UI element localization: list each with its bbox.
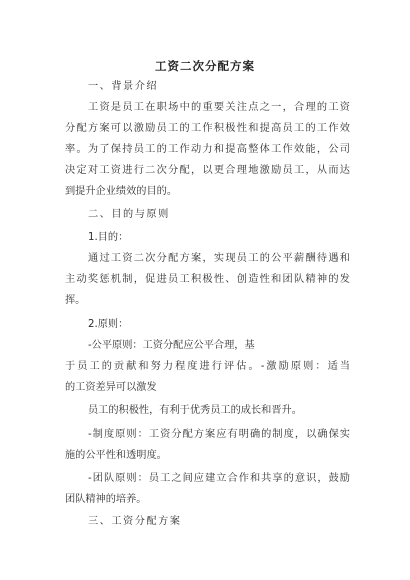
paragraph-line: 率。为了保持员工的工作动力和提高整体工作效能，公司 xyxy=(65,144,350,155)
section-heading-distribution-plan: 三、工资分配方案 xyxy=(88,516,182,527)
paragraph-line: 分配方案可以激励员工的工作积极性和提高员工的工作效 xyxy=(65,123,350,134)
paragraph-line: 工资是员工在职场中的重要关注点之一，合理的工资 xyxy=(88,102,350,113)
section-heading-purpose-principles: 二、目的与原则 xyxy=(88,209,170,220)
paragraph-line: 挥。 xyxy=(65,295,86,306)
document-title: 工资二次分配方案 xyxy=(155,59,255,73)
paragraph-line: 于员工的贡献和努力程度进行评估。-激励原则：适当 xyxy=(65,361,350,372)
paragraph-line: -公平原则：工资分配应公平合理，基 xyxy=(88,340,255,351)
paragraph-line: 主动奖惩机制，促进员工积极性、创造性和团队精神的发 xyxy=(65,274,350,285)
paragraph-line: 施的公平性和透明度。 xyxy=(65,450,167,461)
section-heading-background: 一、背景介绍 xyxy=(88,81,159,92)
paragraph-line: 决定对工资进行二次分配，以更合理地激励员工，从而达 xyxy=(65,165,350,176)
paragraph-line: 到提升企业绩效的目的。 xyxy=(65,186,178,197)
paragraph-line: 通过工资二次分配方案，实现员工的公平薪酬待遇和 xyxy=(88,253,350,264)
paragraph-line: 员工的积极性，有利于优秀员工的成长和晋升。 xyxy=(88,405,302,416)
paragraph-line: -团队原则：员工之间应建立合作和共享的意识，鼓励 xyxy=(88,473,350,484)
subheading-purpose: 1.目的： xyxy=(88,232,129,243)
paragraph-line: 的工资差异可以激发 xyxy=(65,382,157,393)
paragraph-line: -制度原则：工资分配方案应有明确的制度，以确保实 xyxy=(88,429,350,440)
subheading-principles: 2.原则： xyxy=(88,319,129,330)
paragraph-line: 团队精神的培养。 xyxy=(65,494,147,505)
